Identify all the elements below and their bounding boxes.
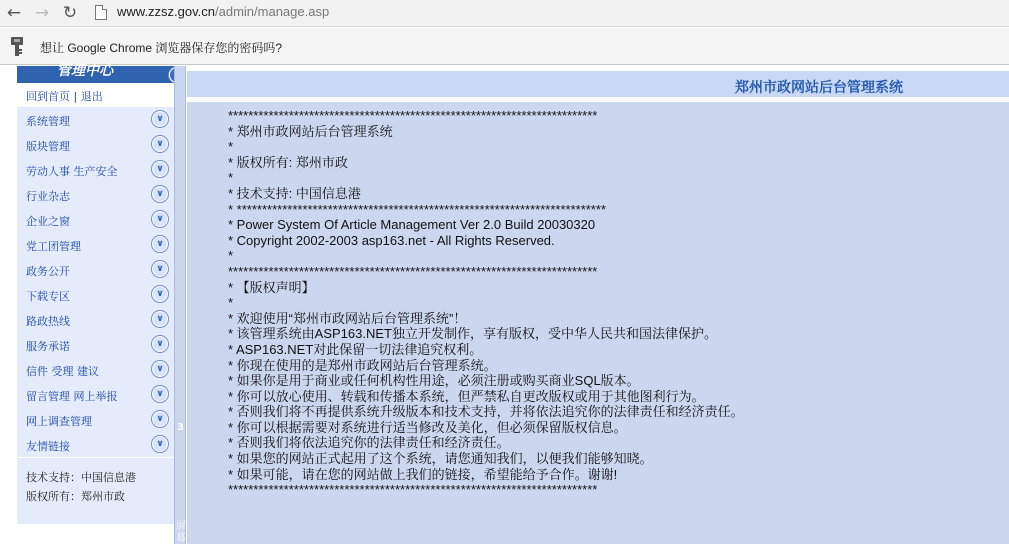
sidebar-item-label: 行业杂志: [26, 190, 70, 203]
splitter-label: 屏幕: [176, 521, 186, 544]
notice-line: *: [228, 139, 234, 155]
sidebar-menu: [17, 84, 174, 454]
notice-line: * 郑州市政网站后台管理系统: [228, 123, 393, 139]
copyright-text: 版权所有：郑州市政: [26, 490, 125, 503]
sidebar-item[interactable]: [17, 432, 174, 457]
sidebar-item-label: 下载专区: [26, 290, 70, 303]
address-bar[interactable]: [117, 4, 329, 19]
home-logout-links[interactable]: 回到首页 | 退出: [26, 90, 103, 103]
sidebar-item[interactable]: [17, 157, 174, 182]
sidebar-item[interactable]: [17, 257, 174, 282]
url-host: www.zzsz.gov.cn: [117, 4, 216, 19]
notice-line: * 你可以根据需要对系统进行适当修改及美化，但必须保留版权信息。: [228, 419, 627, 435]
reload-icon[interactable]: ↻: [62, 3, 78, 23]
main-content: [187, 66, 1009, 544]
sidebar-item-label: 留言管理 网上举报: [26, 390, 118, 403]
notice-line: * 如果你是用于商业或任何机构性用途，必须注册或购买商业SQL版本。: [228, 373, 640, 389]
password-prompt-text: 想让 Google Chrome 浏览器保存您的密码吗?: [40, 41, 283, 55]
sidebar-item-label: 劳动人事 生产安全: [26, 165, 118, 178]
sidebar-item[interactable]: [17, 107, 174, 132]
key-icon: [10, 37, 24, 57]
notice-line: * 该管理系统由ASP163.NET独立开发制作，享有版权，受中华人民共和国法律保护。: [228, 326, 717, 342]
notice-line: * Power System Of Article Management Ver 2.0 Build 20030320: [228, 217, 596, 233]
sidebar-item-label: 政务公开: [26, 265, 70, 278]
sidebar-item[interactable]: [17, 357, 174, 382]
expand-chevron-icon[interactable]: ∨: [152, 336, 168, 352]
expand-chevron-icon[interactable]: ∨: [152, 186, 168, 202]
sidebar-item-label: 友情链接: [26, 440, 70, 453]
frame-splitter[interactable]: [174, 66, 186, 544]
sidebar-item-label: 党工团管理: [26, 240, 81, 253]
notice-line: * 你现在使用的是郑州市政网站后台管理系统。: [228, 357, 497, 373]
notice-line: * 技术支持: 中国信息港: [228, 185, 361, 201]
notice-line: *: [228, 248, 234, 264]
sidebar-item-label: 路政热线: [26, 315, 70, 328]
header-divider: [187, 100, 1009, 102]
notice-line: * 否则我们将依法追究你的法律责任和经济责任。: [228, 435, 510, 451]
expand-chevron-icon[interactable]: ∨: [152, 411, 168, 427]
notice-line: *: [228, 295, 234, 311]
notice-line: * 版权所有: 郑州市政: [228, 154, 348, 170]
sidebar-item-label: 服务承诺: [26, 340, 70, 353]
sidebar-item[interactable]: [17, 332, 174, 357]
sidebar-item[interactable]: [17, 307, 174, 332]
notice-line: * ASP163.NET对此保留一切法律追究权利。: [228, 341, 483, 357]
url-path: /admin/manage.asp: [215, 4, 330, 19]
expand-chevron-icon[interactable]: ∨: [152, 261, 168, 277]
sidebar-item[interactable]: [17, 182, 174, 207]
sidebar-item[interactable]: [17, 232, 174, 257]
password-save-bar: [0, 28, 1009, 65]
expand-chevron-icon[interactable]: ∨: [152, 161, 168, 177]
back-arrow-icon[interactable]: ←: [6, 3, 22, 23]
sidebar-item-label: 版块管理: [26, 140, 70, 153]
forward-arrow-icon[interactable]: →: [34, 3, 50, 23]
notice-line: * 如果可能，请在您的网站做上我们的链接，希望能给予合作。谢谢!: [228, 466, 618, 482]
sidebar-footer: [17, 458, 174, 524]
sidebar-item-label: 企业之窗: [26, 215, 70, 228]
expand-chevron-icon[interactable]: ∨: [152, 136, 168, 152]
page-icon: [95, 5, 107, 20]
copyright-notice: [228, 108, 744, 498]
expand-chevron-icon[interactable]: ∨: [152, 311, 168, 327]
notice-line: * 欢迎使用“郑州市政网站后台管理系统”！: [228, 310, 467, 326]
notice-line: * Copyright 2002-2003 asp163.net - All Rights Reserved.: [228, 232, 555, 248]
expand-chevron-icon[interactable]: ∨: [152, 211, 168, 227]
notice-line: * 否则我们将不再提供系统升级版本和技术支持，并将依法追究你的法律责任和经济责任。: [228, 404, 744, 420]
sidebar-item[interactable]: [17, 382, 174, 407]
notice-line: *************************************************************************: [228, 482, 598, 498]
sidebar-header-title: 管理中心: [57, 63, 113, 79]
browser-toolbar: [0, 0, 1009, 27]
notice-line: * 你可以放心使用、转载和传播本系统，但严禁私自更改版权或用于其他图利行为。: [228, 388, 705, 404]
expand-chevron-icon[interactable]: ∨: [152, 236, 168, 252]
sidebar-item-label: 信件 受理 建议: [26, 365, 99, 378]
sidebar-item-label: 系统管理: [26, 115, 70, 128]
expand-chevron-icon[interactable]: ∨: [152, 436, 168, 452]
main-header: [187, 66, 1009, 100]
sidebar-item[interactable]: [17, 282, 174, 307]
expand-chevron-icon[interactable]: ∨: [152, 386, 168, 402]
expand-chevron-icon[interactable]: ∨: [152, 286, 168, 302]
sidebar-item-label: 网上调查管理: [26, 415, 92, 428]
sidebar-header: [17, 63, 174, 83]
sidebar-item[interactable]: [17, 132, 174, 157]
expand-chevron-icon[interactable]: ∨: [152, 361, 168, 377]
notice-line: *: [228, 170, 234, 186]
support-text: 技术支持：中国信息港: [26, 471, 136, 484]
sidebar-item[interactable]: [17, 407, 174, 432]
notice-line: * 如果您的网站正式起用了这个系统，请您通知我们，以便我们能够知晓。: [228, 451, 653, 467]
notice-line: *************************************************************************: [228, 108, 598, 123]
sidebar-item[interactable]: [17, 207, 174, 232]
page-title: 郑州市政网站后台管理系统: [735, 80, 903, 96]
notice-line: * 【版权声明】: [228, 279, 315, 295]
expand-chevron-icon[interactable]: ∨: [152, 111, 168, 127]
splitter-number: 3: [177, 422, 184, 433]
notice-line: *************************************************************************: [228, 263, 598, 279]
left-sidebar: [0, 63, 174, 544]
notice-line: * *************************************************************************: [228, 201, 606, 217]
